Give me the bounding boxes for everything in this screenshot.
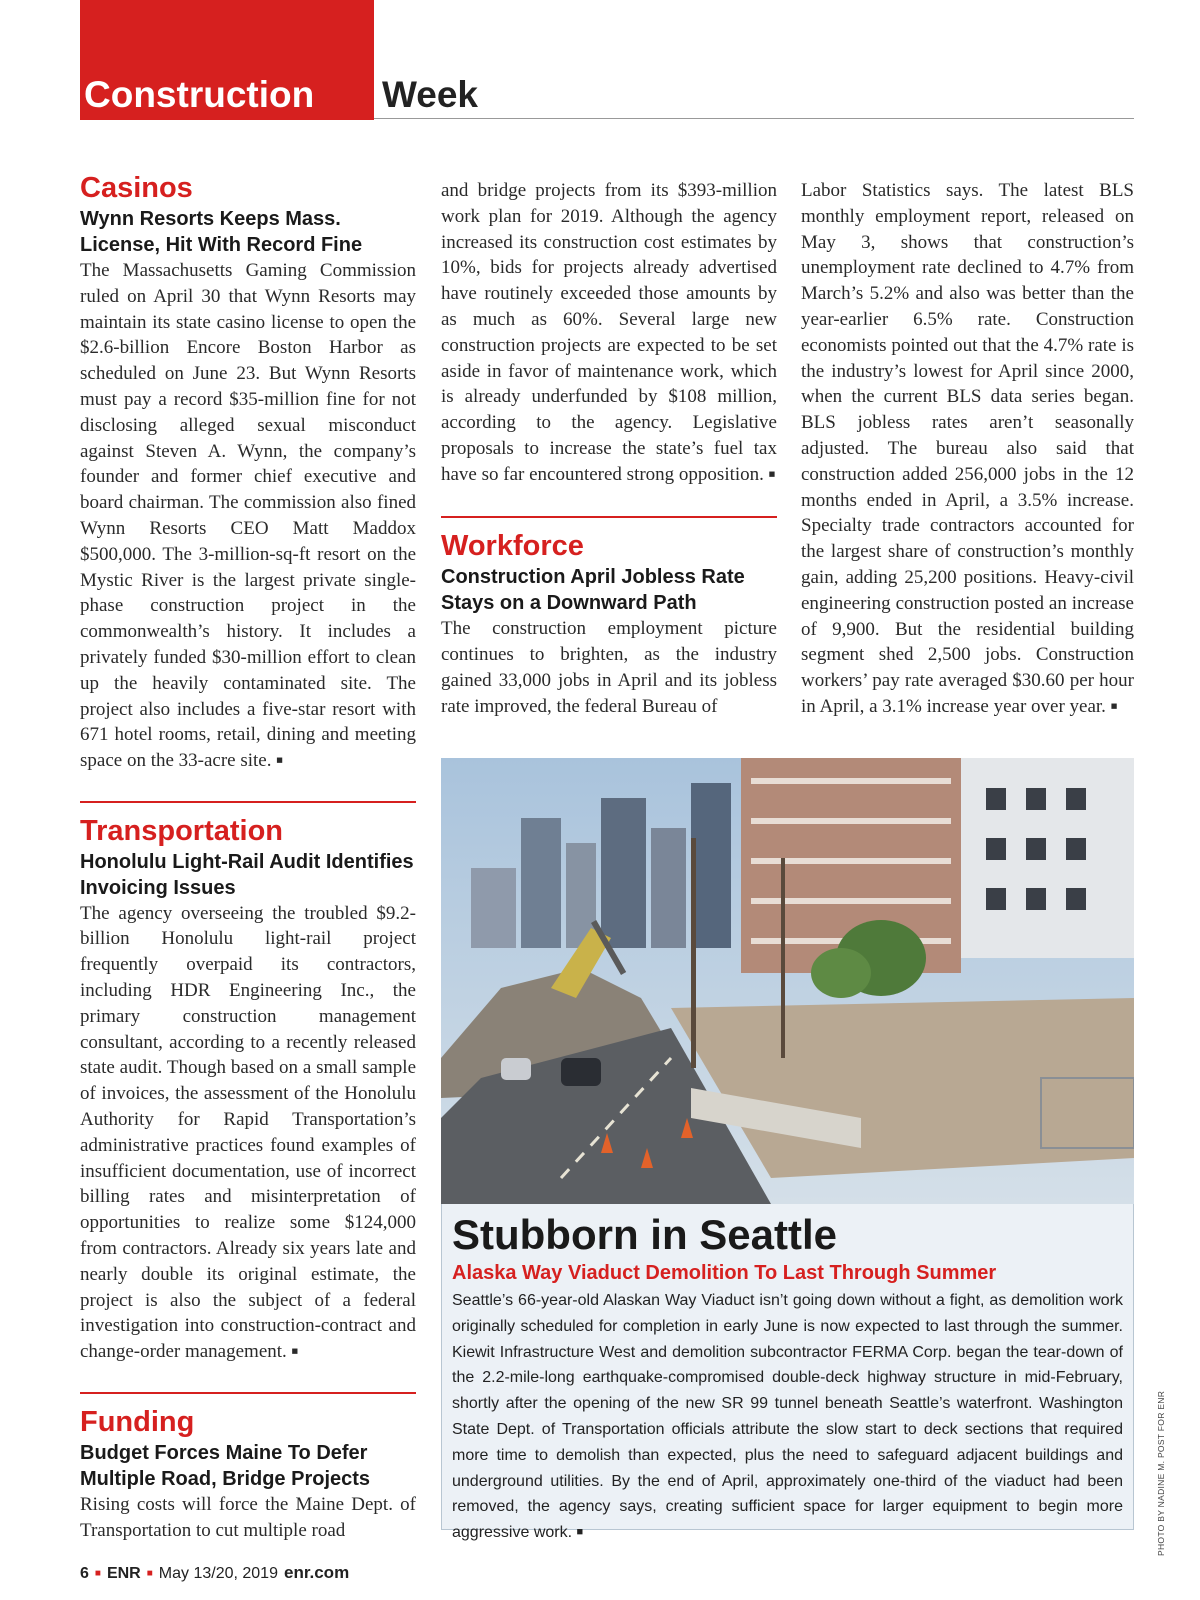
casinos-article <box>80 258 416 775</box>
transportation-article <box>80 901 416 1366</box>
end-mark: ■ <box>276 754 283 767</box>
issue-date: May 13/20, 2019 <box>158 1565 278 1582</box>
photo-credit: PHOTO BY NADINE M. POST FOR ENR <box>1156 1390 1166 1556</box>
publication-name: ENR <box>106 1565 141 1582</box>
funding-article-continued <box>441 178 777 488</box>
page-footer <box>80 1563 349 1583</box>
feature-article <box>452 1288 1123 1546</box>
masthead-week: Week <box>382 74 478 115</box>
section-divider <box>441 516 777 518</box>
masthead-title: Construction <box>84 74 315 115</box>
section-divider <box>80 1392 416 1394</box>
feature-title: Stubborn in Seattle <box>452 1211 838 1258</box>
workforce-article-continued <box>801 178 1134 720</box>
transportation-body: The agency overseeing the troubled $9.2-billion Honolulu light-rail project frequently overpaid its contractors, including HDR Engineering Inc., the primary construction management consultant, according to a recently released state audit. Though based on a small sample of invoices, the assessment of the Honolulu Authority for Rapid Transportation’s administrative practices found examples of insufficient documentation, use of incorrect billing rates and misinterpretation of opportunities to realize some $124,000 from contractors. Already six years late and nearly double its original estimate, the project is also the subject of a federal investigation into construction-contract and change-order management. <box>80 902 416 1363</box>
funding-body-continued: and bridge projects from its $393-million work plan for 2019. Although the agency increased its construction cost estimates by 10%, bids for projects already advertised have routinely exceeded those amounts by as much as 60%. Several large new construction projects are expected to be set aside in favor of maintenance work, which is already underfunded by $108 million, according to the agency. Legislative proposals to increase the state’s fuel tax have so far encountered strong opposition. <box>441 180 777 485</box>
section-divider <box>80 801 416 803</box>
end-mark: ■ <box>576 1526 584 1539</box>
transportation-headline: Honolulu Light-Rail Audit Identifies Invoicing Issues <box>80 850 414 899</box>
column-middle <box>441 178 777 719</box>
funding-body-start: Rising costs will force the Maine Dept. of Transportation to cut multiple road <box>80 1493 416 1541</box>
section-casinos-title: Casinos <box>80 172 193 204</box>
workforce-body-start: The construction employment picture continues to brighten, as the industry gained 33,000 jobs in April and its jobless rate improved, the federal Bureau of <box>441 618 777 717</box>
column-left <box>80 172 416 1543</box>
footer-separator: ■ <box>146 1568 153 1580</box>
end-mark: ■ <box>1110 700 1118 713</box>
workforce-headline: Construction April Jobless Rate Stays on a Downward Path <box>441 566 745 615</box>
site-link[interactable]: enr.com <box>283 1563 350 1582</box>
masthead-divider <box>374 118 1134 119</box>
funding-headline: Budget Forces Maine To Defer Multiple Road, Bridge Projects <box>80 1441 371 1490</box>
viaduct-demolition-photo <box>441 758 1134 1204</box>
feature-story-box <box>441 1204 1134 1542</box>
casinos-headline: Wynn Resorts Keeps Mass. License, Hit With Record Fine <box>80 208 363 256</box>
section-funding-title: Funding <box>80 1405 195 1438</box>
section-workforce-title: Workforce <box>441 530 584 563</box>
feature-body: Seattle’s 66-year-old Alaskan Way Viaduct isn’t going down without a fight, as demolition work originally scheduled for completion in early June is now expected to last through the summer. Kiewit Infrastructure West and demolition subcontractor FERMA Corp. began the tear-down of the 2.2-mile-long earthquake-compromised double-deck highway structure in mid-February, shortly after the opening of the new SR 99 tunnel beneath Seattle’s waterfront. Washington State Dept. of Transportation officials attribute the slow start to deck sections that required more time to demolish than expected, plus the need to safeguard adjacent buildings and underground utilities. By the end of April, approximately one-third of the viaduct had been removed, the agency says, creating sufficient space for larger equipment to begin more aggressive work. <box>452 1292 1123 1542</box>
column-right <box>801 178 1134 720</box>
section-transportation-title: Transportation <box>80 814 284 847</box>
end-mark: ■ <box>291 1345 299 1358</box>
casinos-body: The Massachusetts Gaming Commission ruled on April 30 that Wynn Resorts may maintain its state casino license to open the $2.6-billion Encore Boston Harbor as scheduled on June 23. But Wynn Resorts must pay a record $35-million fine for not disclosing alleged sexual misconduct against Steven A. Wynn, the company’s founder and former chief executive and board chairman. The commission also fined Wynn Resorts CEO Matt Maddox $500,000. The 3-million-sq-ft resort on the Mystic River is the largest private single-phase construction project in the commonwealth’s history. It includes a privately funded $30-million effort to clean up the heavily contaminated site. The project also includes a five-star resort with 671 hotel rooms, retail, dining and meeting space on the 33-acre site. <box>80 260 416 772</box>
workforce-body-continued: Labor Statistics says. The latest BLS monthly employment report, released on May 3, shows that construction’s unemployment rate declined to 4.7% from March’s 5.2% and also was better than the year-earlier 6.5% rate. Construction economists pointed out that the 4.7% rate is the industry’s lowest for April since 2000, when the current BLS data series began. BLS jobless rates aren’t seasonally adjusted. The bureau also said that construction added 256,000 jobs in the 12 months ended in April, a 3.5% increase. Specialty trade contractors accounted for the largest share of construction’s monthly gain, adding 25,200 positions. Heavy-civil engineering construction posted an increase of 9,900. But the residential building segment shed 2,500 jobs. Construction workers’ pay rate averaged $30.60 per hour in April, a 3.1% increase year over year. <box>801 180 1134 717</box>
page-number: 6 <box>80 1565 89 1582</box>
footer-separator: ■ <box>94 1568 101 1580</box>
feature-subtitle: Alaska Way Viaduct Demolition To Last Through Summer <box>452 1262 997 1284</box>
end-mark: ■ <box>768 468 776 481</box>
photo-illustration <box>441 758 1134 1204</box>
